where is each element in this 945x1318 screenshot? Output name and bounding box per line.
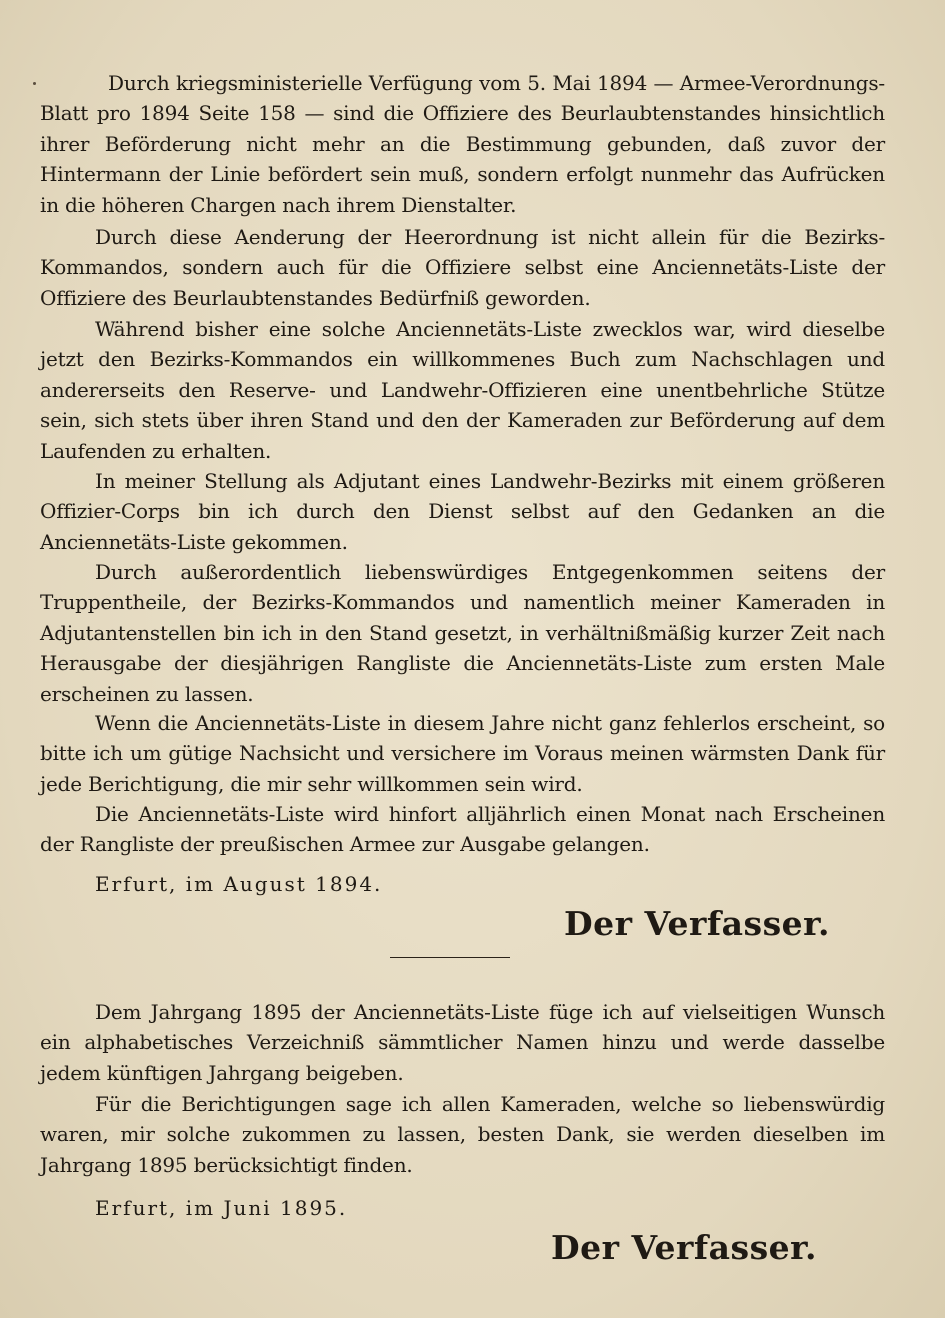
paragraph-change: Durch diese Aenderung der Heerordnung ist nicht allein für die Bezirks-Kommandos, sondern auch für die Offiziere selbst eine Anciennetäts-Liste der Offiziere des Beurlaubtenstandes Bedürfniß geworden. (40, 225, 885, 310)
margin-speck (33, 82, 36, 85)
paragraph-schedule: Die Anciennetäts-Liste wird hinfort alljährlich einen Monat nach Erscheinen der Rangliste der preußischen Armee zur Ausgabe gelangen. (40, 802, 885, 857)
dateline-1895: Erfurt, im Juni 1895. (95, 1196, 348, 1220)
signature-1895: Der Verfasser. (550, 1228, 817, 1267)
section-divider (390, 957, 510, 958)
paragraph-decree: Durch kriegsministerielle Verfügung vom 5. Mai 1894 — Armee-Verordnungs-Blatt pro 1894 Seite 158 — sind die Offiziere des Beurlaubtenstandes hinsichtlich ihrer Beförderung nicht mehr an die Bestimmung gebunden, daß zuvor der Hintermann der Linie befördert sein muß, sondern erfolgt nunmehr das Aufrücken in die höheren Chargen nach ihrem Dienstalter. (40, 71, 885, 217)
paragraph-corrections: Wenn die Anciennetäts-Liste in diesem Jahre nicht ganz fehlerlos erscheint, so bitte ich um gütige Nachsicht und versichere im Voraus meinen wärmsten Dank für jede Berichtigung, die mir sehr willkommen sein wird. (40, 711, 885, 796)
paragraph-addendum-thanks: Für die Berichtigungen sage ich allen Kameraden, welche so liebenswürdig waren, mir solche zukommen zu lassen, besten Dank, sie werden dieselben im Jahrgang 1895 berücksichtigt finden. (40, 1092, 885, 1177)
paragraph-purpose: Während bisher eine solche Anciennetäts-Liste zwecklos war, wird dieselbe jetzt den Bezirks-Kommandos ein willkommenes Buch zum Nachschlagen und andererseits den Reserve- und Landwehr-Offizieren eine unentbehrliche Stütze sein, sich stets über ihren Stand und den der Kameraden zur Beförderung auf dem Laufenden zu erhalten. (40, 317, 885, 463)
paragraph-position: In meiner Stellung als Adjutant eines Landwehr-Bezirks mit einem größeren Offizier-Corps bin ich durch den Dienst selbst auf den Gedanken an die Anciennetäts-Liste gekommen. (40, 469, 885, 554)
paragraph-thanks: Durch außerordentlich liebenswürdiges Entgegenkommen seitens der Truppentheile, der Bezirks-Kommandos und namentlich meiner Kameraden in Adjutantenstellen bin ich in den Stand gesetzt, in verhältnißmäßig kurzer Zeit nach Herausgabe der diesjährigen Rangliste die Anciennetäts-Liste zum ersten Male erscheinen zu lassen. (40, 560, 885, 706)
dateline-1894: Erfurt, im August 1894. (95, 872, 383, 896)
signature-1894: Der Verfasser. (563, 904, 830, 943)
paragraph-addendum-index: Dem Jahrgang 1895 der Anciennetäts-Liste füge ich auf vielseitigen Wunsch ein alphabetisches Verzeichniß sämmtlicher Namen hinzu und werde dasselbe jedem künftigen Jahrgang beigeben. (40, 1000, 885, 1085)
